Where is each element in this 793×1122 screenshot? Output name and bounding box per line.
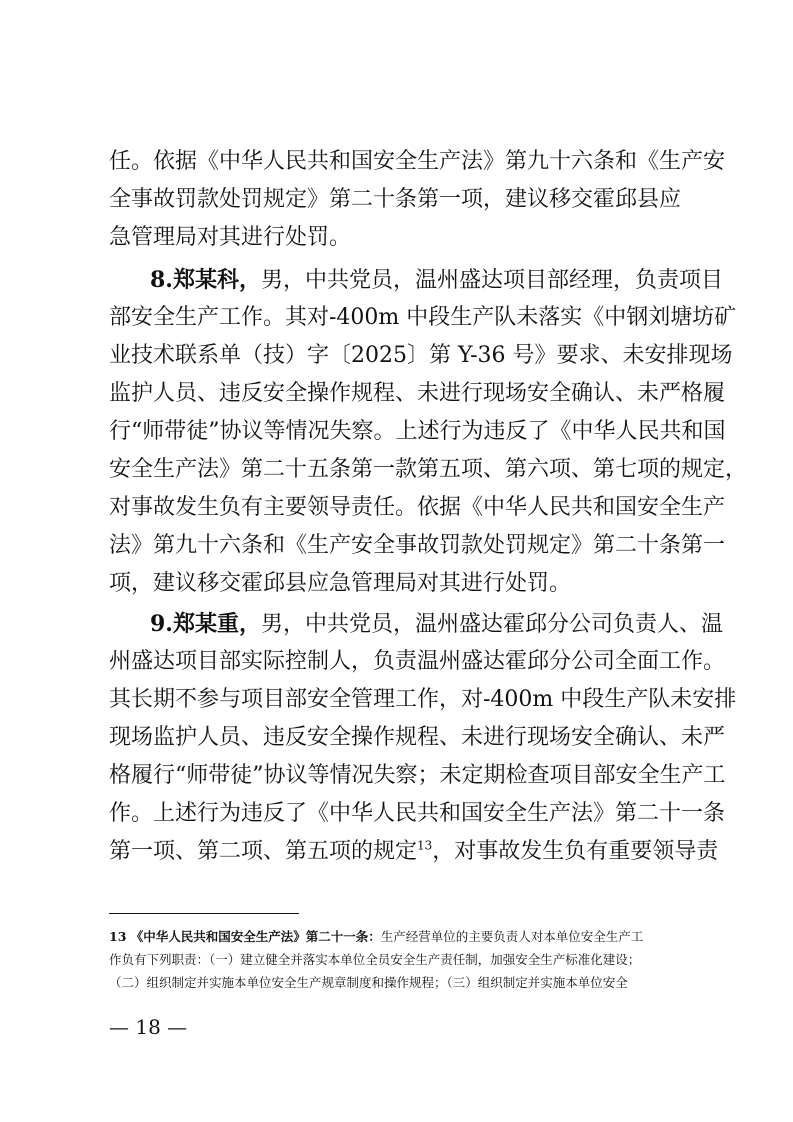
- body-line-18: 作。上述行为违反了《中华人民共和国安全生产法》第二十一条: [109, 801, 726, 826]
- item-8-first-line: [150, 265, 723, 296]
- item-9-first-line: [150, 609, 723, 640]
- body-line-19-text: 第一项、第二项、第五项的规定: [109, 839, 418, 864]
- body-line-1: 任。依据《中华人民共和国安全生产法》第九十六条和《生产安: [109, 149, 726, 174]
- footnote-reference: 13: [417, 838, 433, 853]
- footnote-line-3: （二）组织制定并实施本单位安全生产规章制度和操作规程；（三）组织制定并实施本单位安全: [109, 975, 628, 990]
- footnote-line-2: 作负有下列职责：（一）建立健全并落实本单位全员安全生产责任制，加强安全生产标准化建设；: [109, 952, 641, 967]
- body-line-19: [109, 837, 718, 867]
- body-line-2: 全事故罚款处罚规定》第二十条第一项，建议移交霍邱县应: [109, 187, 682, 212]
- body-line-19-tail: ，对事故发生负有重要领导责: [432, 839, 719, 864]
- footnote-line-1-text: 生产经营单位的主要负责人对本单位安全生产工: [380, 929, 644, 944]
- footnote-line-1: [109, 928, 643, 946]
- body-line-17: 格履行“师带徒”协议等情况失察；未定期检查项目部安全生产工: [109, 763, 726, 788]
- body-line-6: 业技术联系单（技）字〔2025〕第 Y-36 号》要求、未安排现场: [109, 343, 733, 368]
- body-line-8: 行“师带徒”协议等情况失察。上述行为违反了《中华人民共和国: [109, 419, 726, 444]
- body-line-10: 对事故发生负有主要领导责任。依据《中华人民共和国安全生产: [109, 495, 726, 520]
- item-8-heading: 8.郑某科，: [150, 267, 261, 293]
- footnote-divider: [109, 913, 299, 914]
- item-8-text: 男，中共党员，温州盛达项目部经理，负责项目: [260, 268, 723, 293]
- body-line-14: 州盛达项目部实际控制人，负责温州盛达霍邱分公司全面工作。: [109, 649, 726, 674]
- body-line-7: 监护人员、违反安全操作规程、未进行现场安全确认、未严格履: [109, 381, 726, 406]
- footnote-heading: 13 《中华人民共和国安全生产法》第二十一条：: [109, 929, 381, 944]
- body-line-15: 其长期不参与项目部安全管理工作，对-400m 中段生产队未安排: [109, 687, 737, 712]
- body-line-9: 安全生产法》第二十五条第一款第五项、第六项、第七项的规定，: [109, 457, 748, 482]
- body-line-16: 现场监护人员、违反安全操作规程、未进行现场安全确认、未严: [109, 725, 726, 750]
- item-9-text: 男，中共党员，温州盛达霍邱分公司负责人、温: [260, 612, 723, 637]
- body-line-5: 部安全生产工作。其对-400m 中段生产队未落实《中钢刘塘坊矿: [109, 305, 737, 330]
- body-line-11: 法》第九十六条和《生产安全事故罚款处罚规定》第二十条第一: [109, 533, 726, 558]
- page-number: — 18 —: [109, 1015, 188, 1039]
- item-9-heading: 9.郑某重，: [150, 611, 261, 637]
- body-line-3: 急管理局对其进行处罚。: [109, 225, 352, 250]
- body-line-12: 项，建议移交霍邱县应急管理局对其进行处罚。: [109, 571, 572, 596]
